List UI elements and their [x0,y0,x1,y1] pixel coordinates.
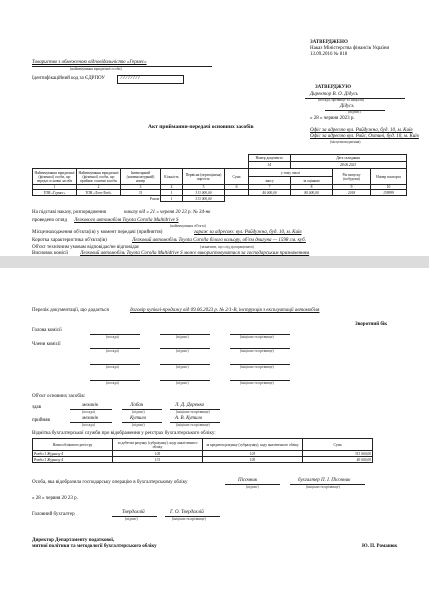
assets-table [32,154,407,169]
assets-table-body [32,168,407,202]
table-row [33,457,373,463]
col-number: 9 [333,185,371,190]
company-name: Товариство з обмеженою відповідальністю «Гермес» [32,60,147,65]
table-cell: ТОВ «Гермес» [33,190,77,196]
table-cell: 105 [203,457,303,463]
col-number: 4 [161,185,183,190]
doc-date: 28.06.2023 [290,162,406,169]
inspection-value: Легкового автомобіля Toyota Corolla Multidrive S [74,218,179,223]
members-label: Члени комісії [32,342,61,347]
responsible-signature: Пісочник [238,478,258,483]
asset-object-label: Об'єкт основних засобів: [32,394,86,399]
caption-name: (ініціали та прізвище) [172,517,206,521]
chief-signature: Твердохлій [122,510,145,515]
caption-position: (посада) [106,335,119,339]
table-cell: 159999 [371,190,407,196]
header-inventory: Інвентарний (номенклатурний) номер [121,169,161,185]
col-number: 7 [249,185,291,190]
caption-name: (ініціали та прізвище) [240,349,274,353]
col-number: 2 [77,185,121,190]
caption-signature: (підпис) [246,485,259,489]
header-including: у тому числі [249,169,333,177]
caption-position: (посада) [106,349,119,353]
caption-signature: (підпис) [132,423,145,427]
chair-label: Голова комісії [32,328,62,333]
approval-line1: Наказ Міністерства фінансів України [310,46,390,51]
approve-place-1: Офіс за адресою вул. Райдужна, буд. 10, м. Київ [310,128,413,133]
conclusion-caption: (зазначити, що слід доопрацювати) [200,245,254,249]
doc-number-header: Номер документа [248,155,290,162]
inspection-caption: (найменування об'єкта) [170,224,206,228]
table-cell: 31 [121,190,161,196]
table-cell: Розділ 1 Журналу 4 [33,457,113,463]
act-title: Акт приймання-передачі основних засобів [148,124,254,130]
table-cell: Розділ 1 Журналу 4 [33,451,113,457]
caption-name: (ініціали та прізвище) [176,423,210,427]
header-receiver: Найменування юридичної (фізичної) особи, що приймає основні засоби [78,170,119,183]
acc-header-register: Назва облікового регістру [33,439,113,451]
caption-name: (ініціали та прізвище) [306,485,340,489]
table-cell: 40 000,00 [249,190,291,196]
characteristic-value: Легковий автомобіль Toyota Corolla білого кольору, об'єм двигуна — 1598 см. куб. [132,238,306,243]
conclusion-label: Висновок комісії [32,251,69,256]
footer-title-1: Директор Департаменту податкової, [32,538,115,543]
approval-title: ЗАТВЕРДЖЕНО [310,40,348,45]
table-cell: 105 [113,451,203,457]
header-passport: Номер паспорта [371,169,407,185]
subheader-wear: зносу [249,177,291,185]
edrpou-label: Ідентифікаційний код за ЄДРПОУ [32,76,105,81]
table-cell: 313 000,00 [183,190,225,196]
col-number: 5 [183,185,225,190]
chief-name: Г. О. Твердохлій [170,510,204,515]
received-name: А. В. Кутило [175,416,203,421]
table-cell: 2018 [333,190,371,196]
col-number: 1 [33,185,77,190]
caption-position: (посада) [82,410,95,414]
col-number: 3 [121,185,161,190]
total-label: Разом [150,196,159,201]
caption-signature: (підпис) [132,410,145,414]
chief-accountant-label: Головний бухгалтер [32,512,75,517]
received-position: механік [82,416,99,421]
basis-value: наказу від « 21 » червня 20 23 р. № 34-нк [124,210,211,215]
caption-signature: (підпис) [176,335,189,339]
company-name-caption: (найменування юридичної особи) [70,67,122,71]
col-number: 6 [225,185,249,190]
handed-name: Л. Д. Доренко [175,403,205,408]
characteristic-label: Коротка характеристика об'єкта(ів) [32,238,107,243]
col-number: 10 [371,185,407,190]
subheader-estimate: за оцінкою [291,177,333,185]
conclusion-value: Легковий автомобіль Toyota Corolla Multidrive S може використовуватися за господарським призначенням [80,251,310,256]
table-cell: 131 [113,457,203,463]
inspection-label: проведено огляд [32,218,67,223]
doc-date-header: Дата складання [290,155,406,162]
accounting-table [32,438,373,463]
caption-name: (ініціали та прізвище) [240,335,274,339]
edrpou-value: 77777777 [120,76,140,81]
table-cell: ТОВ «Лот-Лтд» [77,190,121,196]
document-page-2 [0,268,429,600]
acc-header-sum: Сума [303,439,373,451]
handed-label: здав [32,405,42,410]
handed-position: механік [82,403,99,408]
responsible-name: бухгалтер П. І. Пісочник [298,478,351,483]
document-page-1 [0,0,429,256]
received-label: прийняв [32,418,50,423]
table-cell: 40 000,00 [303,457,373,463]
caption-signature: (підпис) [176,365,189,369]
caption-name: (ініціали та прізвище) [240,381,274,385]
footer-title-2: митної політики та методології бухгалтерського обліку [32,544,157,549]
col-number: 8 [291,185,333,190]
basis-label: На підставі наказу, розпорядження [32,210,106,215]
received-signature: Кутило [130,416,147,421]
location-label: Місцезнаходження об'єкта(ів) у момент передачі (прийняття) [32,230,163,235]
header-sum: Сума [225,169,249,185]
approve-date: « 28 » червня 2023 р. [310,116,355,121]
caption-signature: (підпис) [125,517,138,521]
caption-name: (ініціали та прізвище) [240,365,274,369]
caption-name: (ініціали та прізвище) [176,410,210,414]
doc-number: 14 [248,162,290,169]
header-giver: Найменування юридичної (фізичної) особи, що передає основні засоби [34,170,75,183]
approval-line2: 13.09.2016 № 818 [310,52,348,57]
reverse-side-label: Зворотний бік [355,322,388,327]
caption-signature: (підпис) [176,349,189,353]
table-total-row [33,196,407,202]
approve-signature-caption: (підпис) [348,110,361,114]
docs-label: Перелік документації, що додається [32,308,109,313]
table-cell: 313 000,00 [303,451,373,457]
caption-position: (посада) [82,423,95,427]
handed-signature: Лобач [130,403,144,408]
conformity-label: Об'єкт технічним умовам відповідає/не відповідає [32,245,140,250]
company-name-line [32,66,212,67]
docs-value: договір купівлі-продажу від 09.06.2023 р. № 2/1-В, інструкція з експлуатації автомобіля [130,308,320,313]
location-value: гараж за адресою: вул. Райдужна, буд. 10, м. Київ [194,230,302,235]
acc-header-debit: за дебетом рахунку (субрахунку), коду аналітичного обліку [113,439,203,451]
header-initial-value: Первісна (переоцінена) вартість [183,169,225,185]
accounting-date: « 28 » червня 20 23 р. [32,496,78,501]
acc-header-credit: за кредитом рахунку (субрахунку), коду аналітичного обліку [203,439,303,451]
approve-place-caption: (місцезнаходження) [330,140,361,144]
approve-place-2: Офіс за адресою вул. Райс, Охтині, буд. 10, м. Київ [310,134,419,139]
header-year: Рік випуску (побудови) [333,169,371,185]
approve-signature: Дідусь [340,104,354,109]
caption-signature: (підпис) [176,381,189,385]
total-sum: 313 000,00 [183,196,225,202]
approve-director-caption: (посада, прізвище та ініціали) [318,98,364,102]
footer-name: Ю. П. Романюк [362,544,398,549]
table-cell: 80 000,00 [291,190,333,196]
total-qty: 1 [161,196,183,202]
caption-position: (посада) [106,365,119,369]
accounting-title: Відмітка бухгалтерської служби про відображення у реєстрах бухгалтерського обліку: [32,431,216,436]
responsible-label: Особа, яка відобразила господарську операцію в бухгалтерському обліку [32,480,188,485]
caption-position: (посада) [106,381,119,385]
table-cell: 1 [161,190,183,196]
table-cell: 103 [203,451,303,457]
approve-block-title: ЗАТВЕРДЖУЮ [315,85,351,90]
header-quantity: Кількість [161,169,183,185]
approve-director: Директор В. О. Дідусь [310,92,358,97]
